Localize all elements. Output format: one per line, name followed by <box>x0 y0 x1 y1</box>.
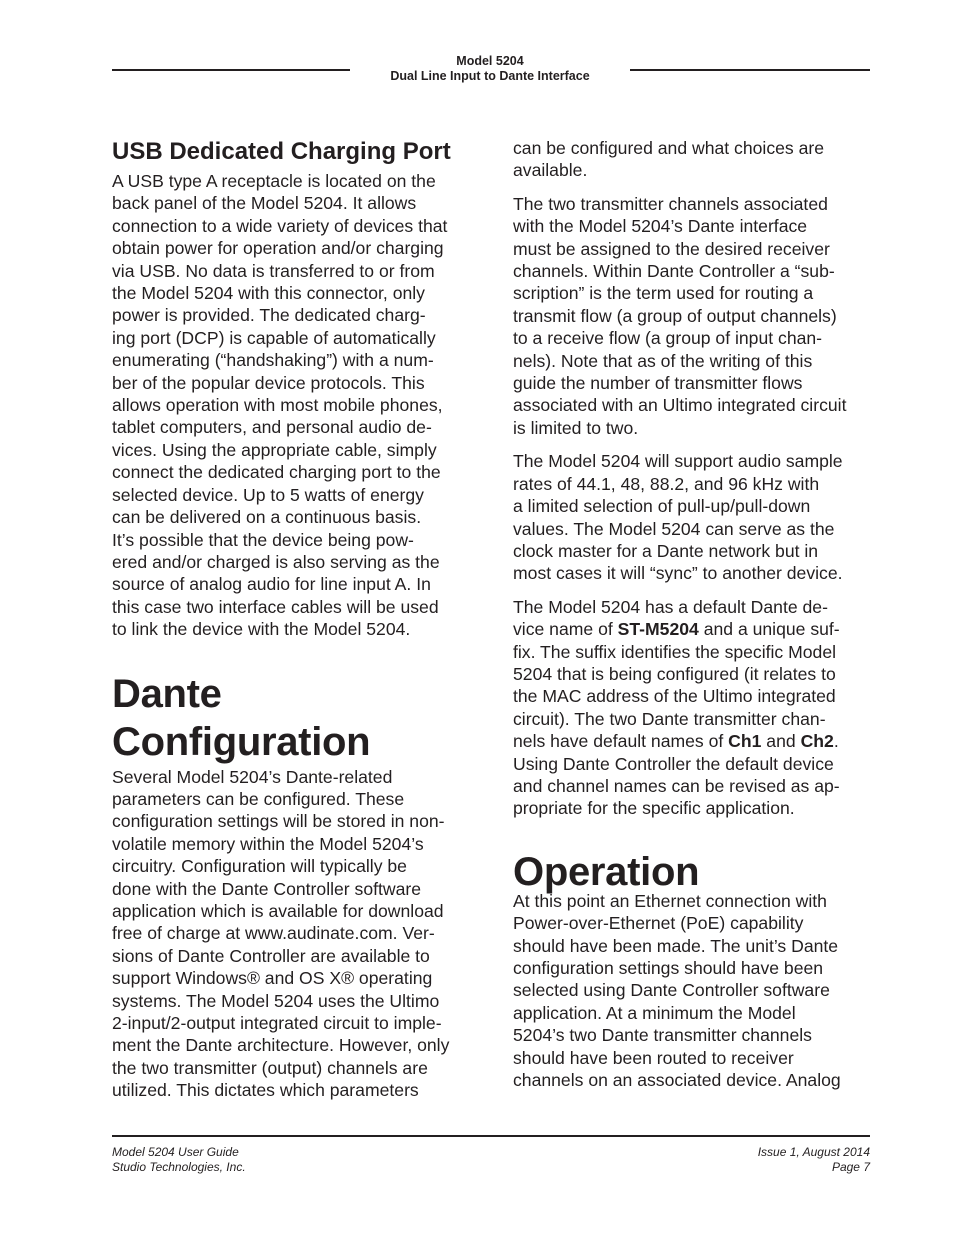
text-line: At this point an Ethernet connection with <box>513 890 827 911</box>
text-line: utilized. This dictates which parameters <box>112 1080 419 1101</box>
footer-issue: Issue 1, August 2014 <box>757 1145 870 1159</box>
text-line: sions of Dante Controller are available to <box>112 945 430 966</box>
text-line: associated with an Ultimo integrated circuit <box>513 395 847 416</box>
text-line: this case two interface cables will be used <box>112 596 439 617</box>
text-line: values. The Model 5204 can serve as the <box>513 518 835 539</box>
right-column <box>513 137 873 1091</box>
text-line: The Model 5204 will support audio sample <box>513 451 843 472</box>
text-line: application which is available for download <box>112 900 444 921</box>
text-line: transmit flow (a group of output channels) <box>513 305 837 326</box>
text-line: allows operation with most mobile phones, <box>112 395 443 416</box>
text-line: clock master for a Dante network but in <box>513 540 819 561</box>
operation-heading: Operation <box>513 849 700 894</box>
text-line: 5204 that is being configured (it relates to <box>513 663 836 684</box>
header-rule-left <box>112 69 350 71</box>
text-line: via USB. No data is transferred to or from <box>112 260 435 281</box>
text-line: Several Model 5204’s Dante-related <box>112 766 393 787</box>
usb-paragraph <box>112 170 472 641</box>
text-line: and a unique suf- <box>698 619 840 640</box>
text-line: to a receive flow (a group of input chan- <box>513 328 823 349</box>
heading-line: Dante <box>112 671 222 716</box>
text-line: nels have default names of <box>513 731 729 752</box>
text-line: . <box>833 731 839 752</box>
text-line: selected device. Up to 5 watts of energy <box>112 484 424 505</box>
dante-configuration-heading <box>112 670 472 766</box>
text-line: configuration settings should have been <box>513 958 824 978</box>
paragraph-device-name <box>513 596 873 820</box>
text-line: with the Model 5204’s Dante interface <box>513 216 808 237</box>
footer-rule <box>112 1135 870 1137</box>
text-line: ber of the popular device protocols. This <box>112 372 425 393</box>
text-line: connect the dedicated charging port to the <box>112 462 441 483</box>
text-line: Using Dante Controller the default device <box>513 753 834 774</box>
text-line: free of charge at www.audinate.com. Ver- <box>112 923 435 944</box>
text-line: tablet computers, and personal audio de- <box>112 417 432 438</box>
running-header <box>352 54 628 84</box>
text-line: and channel names can be revised as ap- <box>513 775 840 796</box>
text-line: back panel of the Model 5204. It allows <box>112 193 417 214</box>
text-line: ered and/or charged is also serving as the <box>112 551 440 572</box>
text-line: Power-over-Ethernet (PoE) capability <box>513 913 804 934</box>
dante-paragraph <box>112 766 472 1102</box>
footer-left <box>112 1145 246 1175</box>
text-line: parameters can be configured. These <box>112 788 405 809</box>
text-line: must be assigned to the desired receiver <box>513 238 830 259</box>
text-line: done with the Dante Controller software <box>112 878 422 899</box>
text-line: the MAC address of the Ultimo integrated <box>513 686 836 707</box>
text-line: volatile memory within the Model 5204’s <box>112 833 424 854</box>
text-line: can be configured and what choices are <box>513 138 825 158</box>
paragraph-sample-rates <box>513 450 873 584</box>
text-line: propriate for the specific application. <box>513 798 795 819</box>
header-model: Model 5204 <box>456 54 524 68</box>
text-line: most cases it will “sync” to another device. <box>513 563 843 584</box>
text-line: a limited selection of pull-up/pull-down <box>513 496 811 517</box>
text-line: available. <box>513 160 588 181</box>
text-line: should have been made. The unit’s Dante <box>513 935 839 956</box>
text-line: systems. The Model 5204 uses the Ultimo <box>112 990 440 1011</box>
text-line: scription” is the term used for routing a <box>513 283 814 304</box>
text-line: to link the device with the Model 5204. <box>112 619 411 640</box>
paragraph-continued <box>513 137 873 182</box>
text-line: power is provided. The dedicated charg- <box>112 305 426 326</box>
text-line: It’s possible that the device being pow- <box>112 529 414 550</box>
text-line: and <box>761 731 801 752</box>
text-line: vice name of <box>513 619 618 640</box>
text-line: rates of 44.1, 48, 88.2, and 96 kHz with <box>513 473 820 494</box>
header-product: Dual Line Input to Dante Interface <box>390 69 590 83</box>
text-line: A USB type A receptacle is located on the <box>112 171 436 191</box>
text-line: selected using Dante Controller software <box>513 980 830 1001</box>
text-line: the two transmitter (output) channels are <box>112 1057 428 1078</box>
paragraph-subscriptions <box>513 193 873 439</box>
text-line: should have been routed to receiver <box>513 1047 794 1068</box>
left-column <box>112 138 472 1102</box>
text-line: guide the number of transmitter flows <box>513 373 803 394</box>
text-line: support Windows® and OS X® operating <box>112 968 433 989</box>
text-line: source of analog audio for line input A. In <box>112 574 431 595</box>
text-line: nels). Note that as of the writing of this <box>513 350 813 371</box>
operation-paragraph <box>513 890 873 1092</box>
channel-name-bold: Ch1 <box>728 731 762 752</box>
footer-page-number: Page 7 <box>831 1160 870 1174</box>
text-line: vices. Using the appropriate cable, simply <box>112 439 437 460</box>
device-name-bold: ST-M5204 <box>617 619 699 640</box>
text-line: is limited to two. <box>513 417 639 438</box>
text-line: configuration settings will be stored in non- <box>112 811 445 832</box>
footer-guide-title: Model 5204 User Guide <box>112 1145 239 1159</box>
text-line: The Model 5204 has a default Dante de- <box>513 596 828 617</box>
usb-heading: USB Dedicated Charging Port <box>112 138 451 165</box>
text-line: fix. The suffix identifies the specific Model <box>513 641 837 662</box>
text-line: ment the Dante architecture. However, only <box>112 1035 450 1056</box>
text-line: channels. Within Dante Controller a “sub- <box>513 261 835 282</box>
footer-right <box>758 1145 870 1175</box>
text-line: connection to a wide variety of devices that <box>112 215 448 236</box>
text-line: 2-input/2-output integrated circuit to imple- <box>112 1013 442 1033</box>
footer-company: Studio Technologies, Inc. <box>112 1160 246 1174</box>
text-line: application. At a minimum the Model <box>513 1002 796 1023</box>
text-line: ing port (DCP) is capable of automatically <box>112 327 436 348</box>
text-line: 5204’s two Dante transmitter channels <box>513 1025 812 1046</box>
text-line: channels on an associated device. Analog <box>513 1070 841 1091</box>
text-line: obtain power for operation and/or charging <box>112 238 444 259</box>
text-line: the Model 5204 with this connector, only <box>112 283 425 304</box>
text-line: circuit). The two Dante transmitter chan- <box>513 708 826 729</box>
text-line: circuitry. Configuration will typically be <box>112 856 407 877</box>
heading-line: Configuration <box>112 719 371 764</box>
header-rule-right <box>630 69 870 71</box>
text-line: The two transmitter channels associated <box>513 193 828 214</box>
channel-name-bold: Ch2 <box>800 731 834 752</box>
text-line: enumerating (“handshaking”) with a num- <box>112 350 434 371</box>
text-line: can be delivered on a continuous basis. <box>112 507 422 528</box>
